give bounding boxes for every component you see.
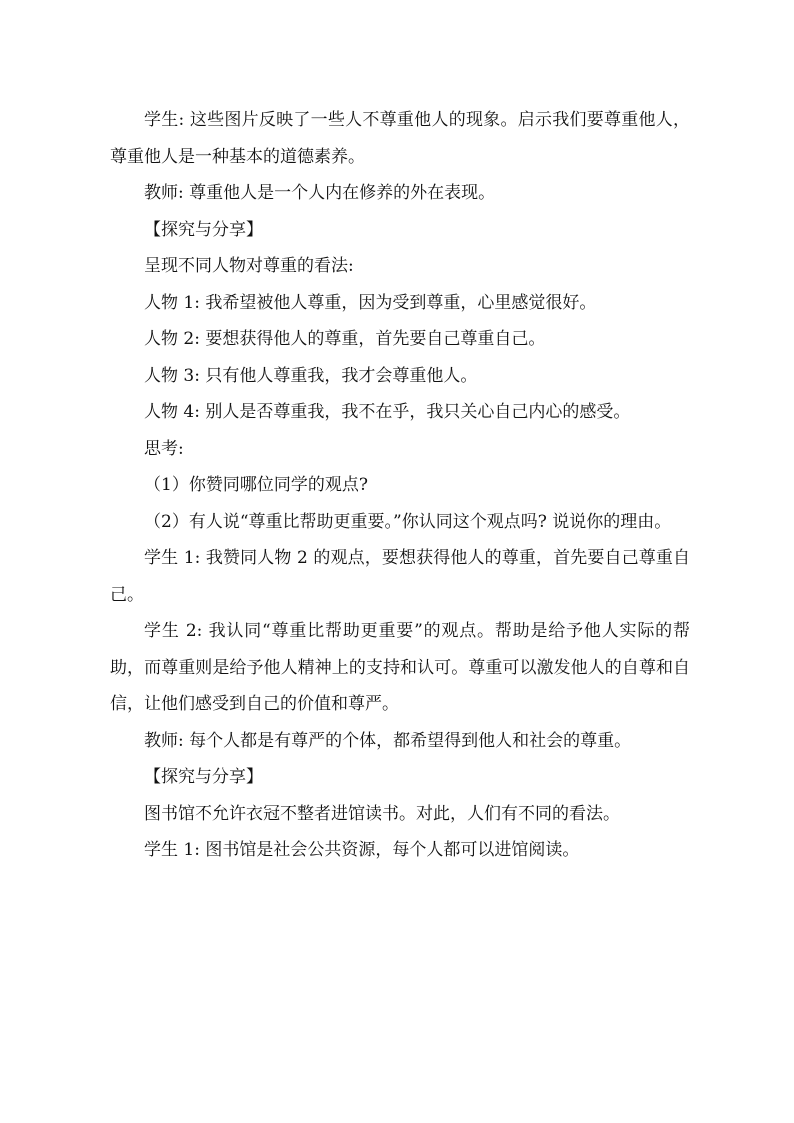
paragraph-person-1: 人物 1: 我希望被他人尊重，因为受到尊重，心里感觉很好。: [144, 292, 597, 313]
paragraph-views-intro: 呈现不同人物对尊重的看法:: [144, 256, 354, 276]
paragraph-teacher-summary: 教师: 每个人都是有尊严的个体，都希望得到他人和社会的尊重。: [144, 730, 632, 751]
paragraph-student-response: 学生: 这些图片反映了一些人不尊重他人的现象。启示我们要尊重他人，尊重他人是一种基本的道德素养。: [110, 110, 690, 167]
paragraph-library-student-1: 学生 1: 图书馆是社会公共资源，每个人都可以进馆阅读。: [144, 840, 580, 860]
paragraph-teacher-remark: 教师: 尊重他人是一个人内在修养的外在表现。: [144, 183, 496, 203]
question-1: （1）你赞同哪位同学的观点?: [144, 475, 368, 495]
paragraph-think-label: 思考:: [144, 438, 184, 459]
paragraph-person-3: 人物 3: 只有他人尊重我，我才会尊重他人。: [144, 365, 478, 386]
paragraph-person-4: 人物 4: 别人是否尊重我，我不在乎，我只关心自己内心的感受。: [144, 402, 631, 422]
document-body: [110, 102, 690, 869]
paragraph-student-1-answer: 学生 1: 我赞同人物 2 的观点，要想获得他人的尊重，首先要自己尊重自己。: [110, 548, 690, 605]
paragraph-person-2: 人物 2: 要想获得他人的尊重，首先要自己尊重自己。: [144, 329, 546, 349]
paragraph-student-2-answer: 学生 2: 我认同“尊重比帮助更重要”的观点。帮助是给予他人实际的帮助，而尊重则是给予他人精神上的支持和认可。尊重可以激发他人的自尊和自信，让他们感受到自己的价值和尊严。: [110, 621, 690, 714]
section-heading-explore-share: 【探究与分享】: [144, 219, 263, 240]
paragraph-library-case: 图书馆不允许衣冠不整者进馆读书。对此，人们有不同的看法。: [144, 803, 620, 824]
section-heading-explore-share-2: 【探究与分享】: [144, 767, 263, 787]
question-2: （2）有人说“尊重比帮助更重要。”你认同这个观点吗? 说说你的理由。: [144, 511, 672, 532]
